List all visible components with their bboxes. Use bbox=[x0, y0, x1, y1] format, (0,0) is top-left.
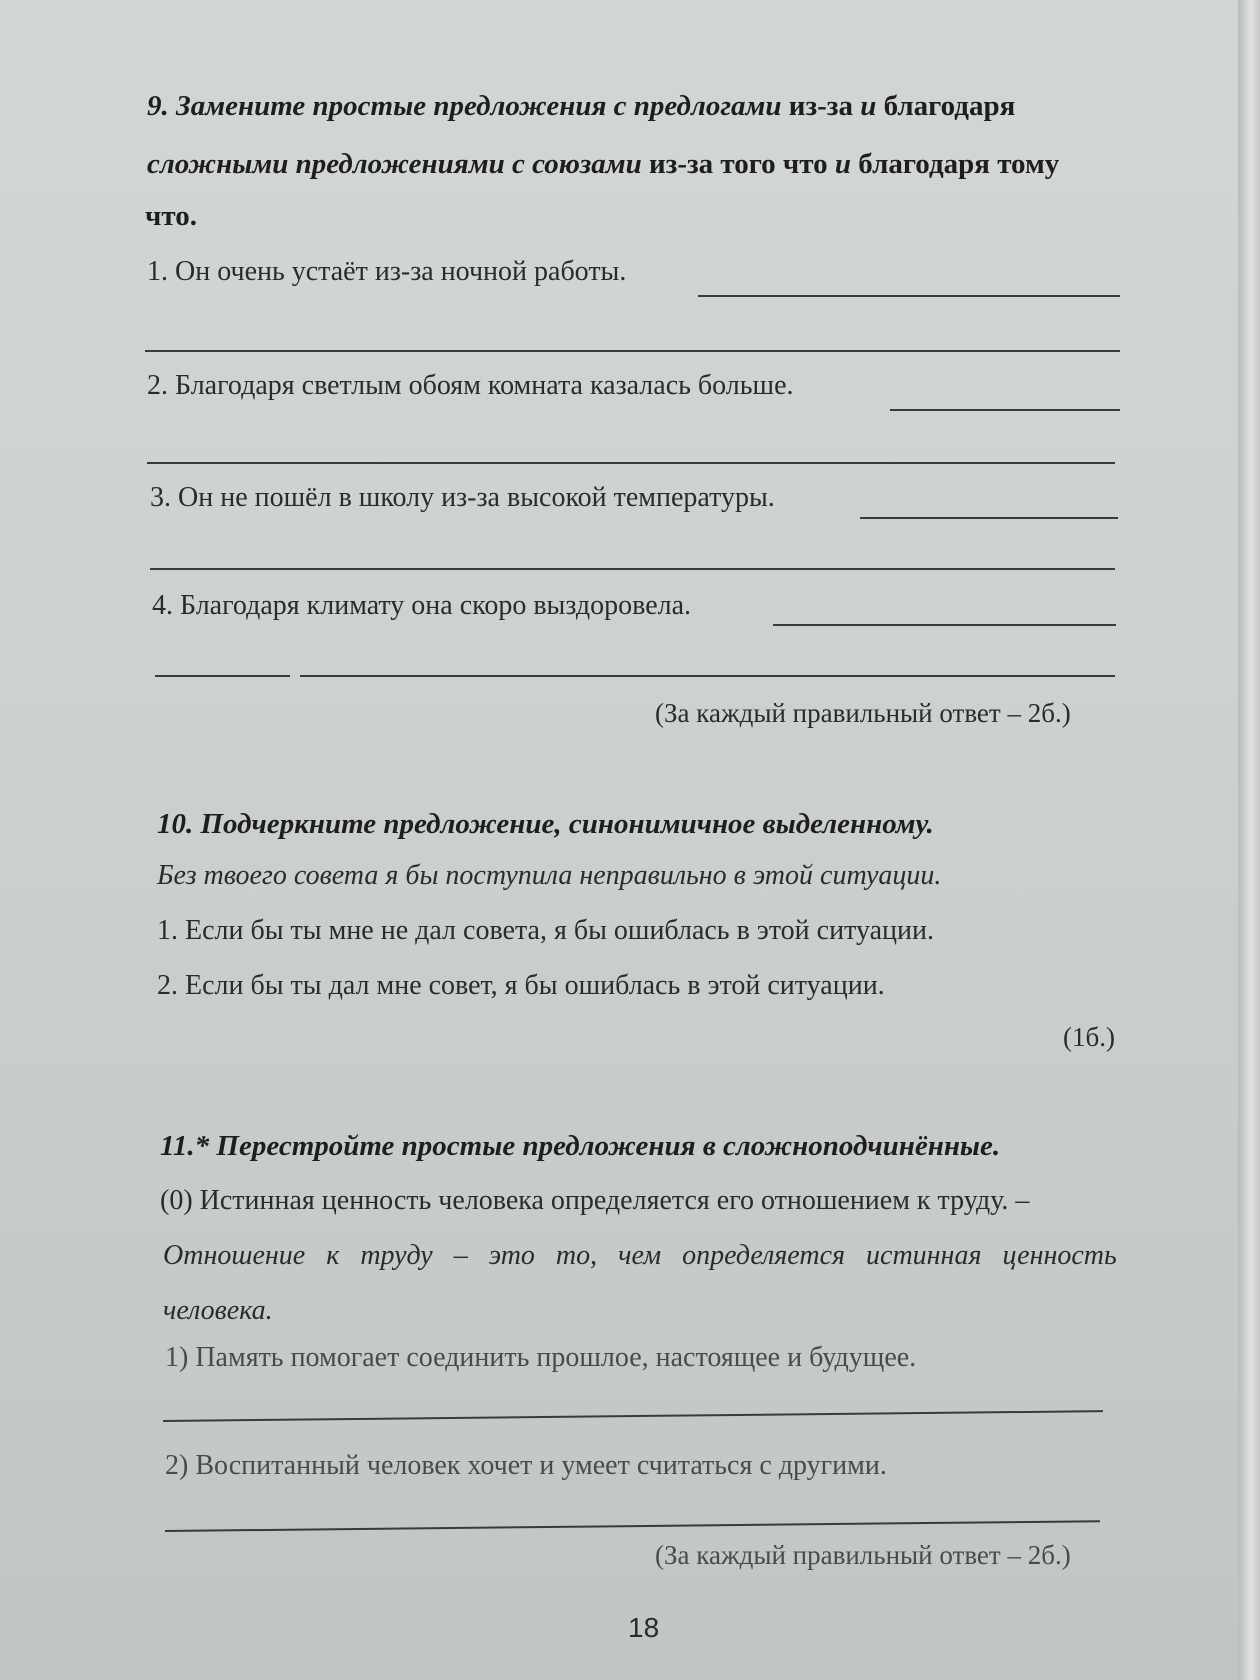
answer-line[interactable] bbox=[147, 462, 1115, 464]
task9-title-part: и bbox=[834, 148, 852, 180]
task9-score: (За каждый правильный ответ – 2б.) bbox=[655, 698, 1071, 728]
task9-title-part: из-за того что bbox=[648, 148, 828, 180]
task11-item-2: 2) Воспитанный человек хочет и умеет считаться с другими. bbox=[165, 1450, 887, 1481]
task9-item-1: 1. Он очень устаёт из-за ночной работы. bbox=[147, 256, 627, 287]
answer-line[interactable] bbox=[150, 568, 1115, 570]
answer-line[interactable] bbox=[860, 517, 1118, 519]
task10-title: 10. Подчеркните предложение, синонимичное выделенному. bbox=[157, 808, 934, 840]
task9-title-part: из-за bbox=[788, 90, 853, 122]
task10-highlighted-sentence: Без твоего совета я бы поступила неправильно в этой ситуации. bbox=[157, 860, 942, 891]
task10-option-1[interactable]: 1. Если бы ты мне не дал совета, я бы ошиблась в этой ситуации. bbox=[157, 915, 934, 946]
task9-title-part: благодаря тому bbox=[858, 148, 1060, 180]
task11-item-1: 1) Память помогает соединить прошлое, настоящее и будущее. bbox=[165, 1342, 917, 1373]
answer-line[interactable] bbox=[698, 295, 1120, 297]
answer-line[interactable] bbox=[300, 675, 1115, 677]
task9-title-part: и bbox=[860, 90, 877, 122]
task11-example-line1: (0) Истинная ценность человека определяется его отношением к труду. – bbox=[160, 1185, 1030, 1216]
task9-title-part: что. bbox=[145, 200, 197, 232]
task10-score: (1б.) bbox=[1063, 1022, 1115, 1052]
task11-score: (За каждый правильный ответ – 2б.) bbox=[655, 1540, 1071, 1570]
answer-line[interactable] bbox=[773, 624, 1116, 626]
task11-example-line3: человека. bbox=[163, 1295, 273, 1326]
task9-title-line2 bbox=[147, 148, 1059, 181]
task9-title-part: сложными предложениями с союзами bbox=[147, 148, 642, 180]
task11-example-line2: Отношение к труду – это то, чем определяется истинная ценность bbox=[163, 1240, 1117, 1271]
task9-title-part: благодаря bbox=[883, 90, 1016, 122]
answer-line[interactable] bbox=[155, 675, 290, 677]
task9-item-3: 3. Он не пошёл в школу из-за высокой температуры. bbox=[150, 482, 775, 513]
task9-item-2: 2. Благодаря светлым обоям комната казалась больше. bbox=[147, 370, 794, 401]
task9-title-line1 bbox=[147, 90, 1015, 123]
answer-line[interactable] bbox=[890, 409, 1120, 411]
page-edge bbox=[1238, 0, 1260, 1680]
page-number: 18 bbox=[628, 1612, 660, 1643]
answer-line[interactable] bbox=[163, 1410, 1103, 1422]
answer-line[interactable] bbox=[145, 350, 1120, 352]
task11-title: 11.* Перестройте простые предложения в сложноподчинённые. bbox=[160, 1130, 1001, 1162]
task9-title-line3 bbox=[145, 200, 197, 233]
task9-title-part: 9. Замените простые предложения с предлогами bbox=[147, 90, 782, 122]
task10-option-2[interactable]: 2. Если бы ты дал мне совет, я бы ошиблась в этой ситуации. bbox=[157, 970, 885, 1001]
task9-item-4: 4. Благодаря климату она скоро выздоровела. bbox=[152, 590, 692, 621]
answer-line[interactable] bbox=[165, 1520, 1100, 1532]
